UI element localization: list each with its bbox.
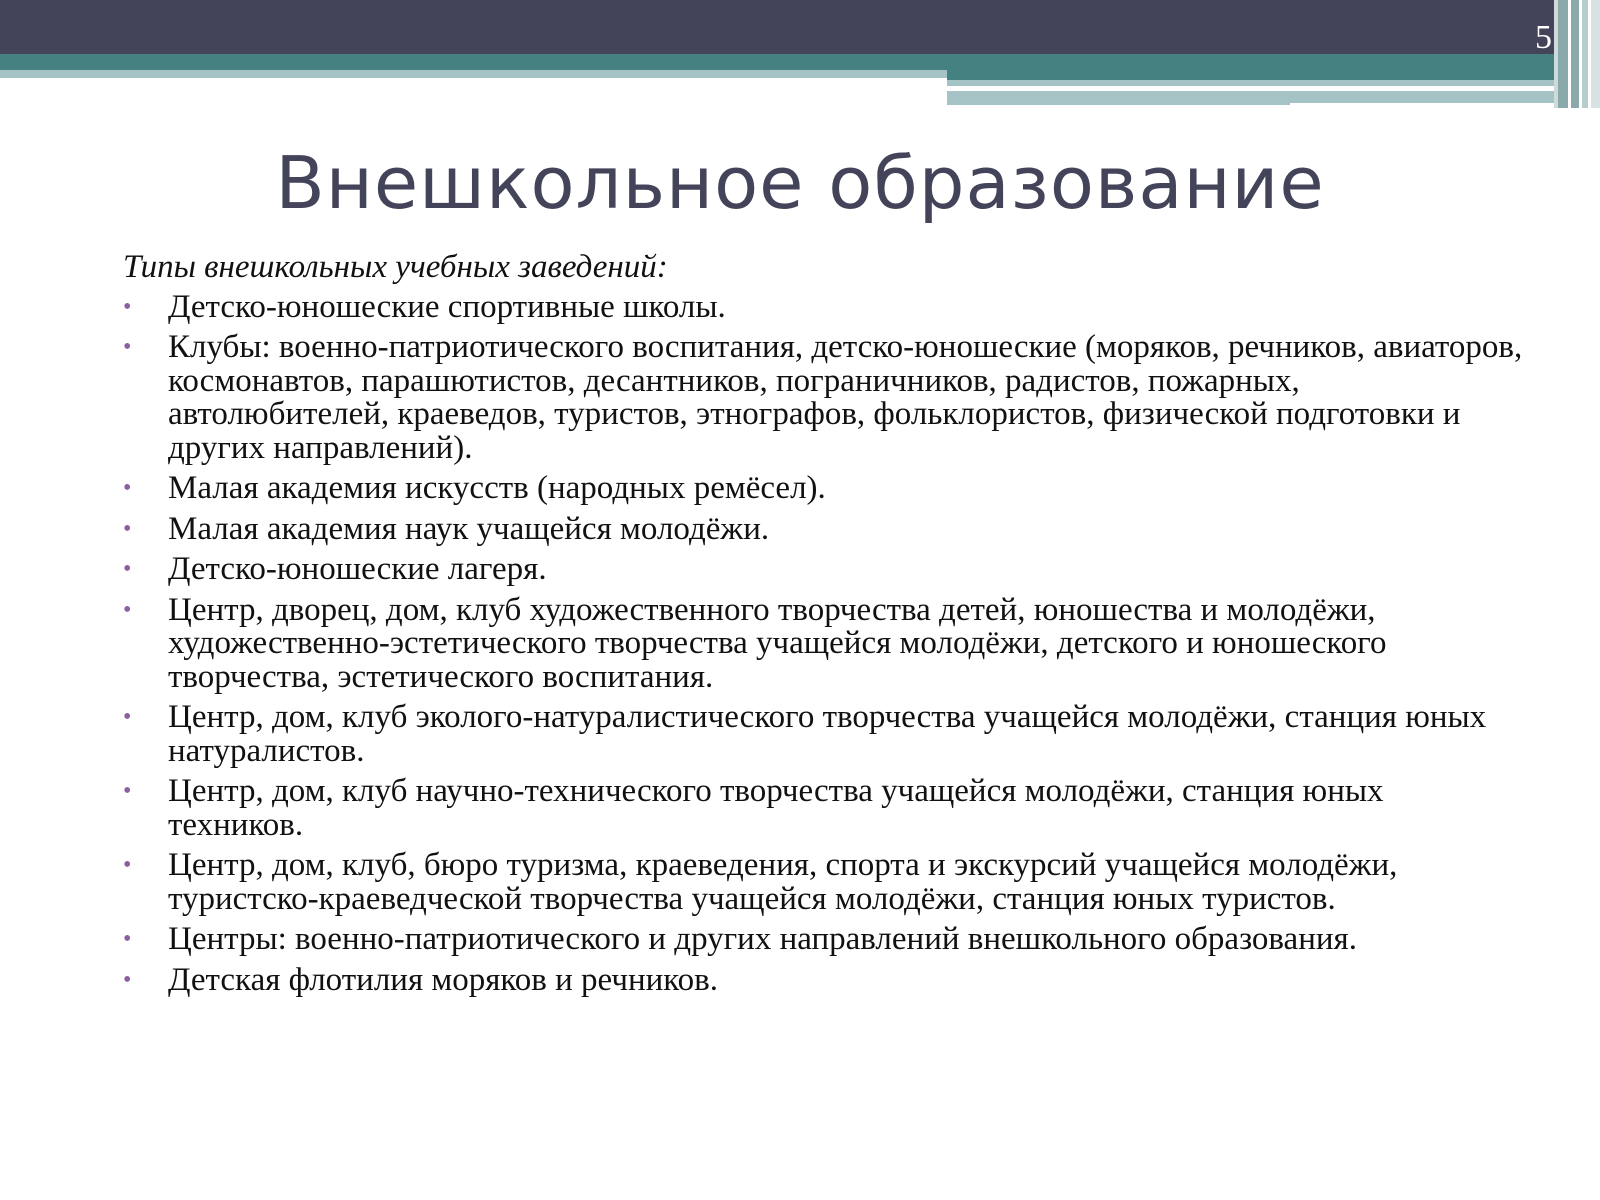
header-bar-light-left — [0, 70, 947, 78]
list-item-text: Детско-юношеские лагеря. — [168, 551, 547, 587]
header-bar-teal — [0, 54, 1600, 70]
list-item-text: Малая академия искусств (народных ремёсел). — [168, 470, 826, 506]
slide-number: 5 — [1535, 19, 1552, 56]
bullet-list — [123, 288, 1523, 998]
bullet-dot-icon: • — [123, 475, 132, 501]
list-item-text: Центр, дом, клуб эколого-натуралистического творчества учащейся молодёжи, станция юных натуралистов. — [168, 699, 1487, 769]
list-item — [123, 510, 1523, 547]
list-item-text: Малая академия наук учащейся молодёжи. — [168, 510, 770, 547]
list-item-text: Центр, дворец, дом, клуб художественного творчества детей, юношества и молодёжи, художественно-эстетического творчества учащейся молодёжи, детского и юношеского творчества, эстетического воспитания. — [168, 591, 1387, 695]
list-item-text: Центры: военно-патриотического и других направлений внешкольного образования. — [168, 921, 1357, 957]
slide-content — [123, 251, 1523, 1004]
list-item — [123, 923, 1523, 957]
list-item — [123, 472, 1523, 506]
list-item — [123, 591, 1523, 695]
header-vertical-stripes — [1554, 0, 1600, 108]
list-item-text: Детско-юношеские спортивные школы. — [168, 288, 726, 325]
bullet-dot-icon: • — [123, 596, 132, 623]
header-divider-line-lower — [1290, 103, 1557, 109]
bullet-dot-icon: • — [123, 334, 132, 360]
bullet-dot-icon: • — [123, 704, 132, 730]
header-bar-dark — [0, 0, 1600, 54]
list-item — [123, 553, 1523, 587]
bullet-dot-icon: • — [123, 852, 132, 878]
list-item — [123, 775, 1523, 842]
bullet-dot-icon: • — [123, 926, 132, 952]
list-item — [123, 331, 1523, 465]
list-item — [123, 849, 1523, 916]
bullet-dot-icon: • — [123, 293, 132, 320]
list-item-text: Клубы: военно-патриотического воспитания, детско-юношеские (моряков, речников, авиаторов, космонавтов, парашютистов, десантников, пограничников, радистов, пожарных, автолюбителей, краеведов, туристов, этнографов, фольклористов, физической подготовки и других направлений). — [168, 329, 1523, 466]
list-item-text: Детская флотилия моряков и речников. — [168, 961, 718, 998]
bullet-dot-icon: • — [123, 515, 132, 542]
list-item-text: Центр, дом, клуб, бюро туризма, краеведения, спорта и экскурсий учащейся молодёжи, туристско-краеведческой творчества учащейся молодёжи, станция юных туристов. — [168, 847, 1398, 917]
bullet-dot-icon: • — [123, 966, 132, 993]
header-bar-teal-right — [947, 70, 1557, 80]
slide-title: Внешкольное образование — [275, 141, 1325, 225]
list-item — [123, 701, 1523, 768]
list-item — [123, 288, 1523, 325]
bullet-dot-icon: • — [123, 556, 132, 582]
list-item — [123, 961, 1523, 998]
bullet-dot-icon: • — [123, 778, 132, 804]
list-subtitle: Типы внешкольных учебных заведений: — [123, 249, 668, 285]
list-item-text: Центр, дом, клуб научно-технического творчества учащейся молодёжи, станция юных техников. — [168, 773, 1384, 843]
